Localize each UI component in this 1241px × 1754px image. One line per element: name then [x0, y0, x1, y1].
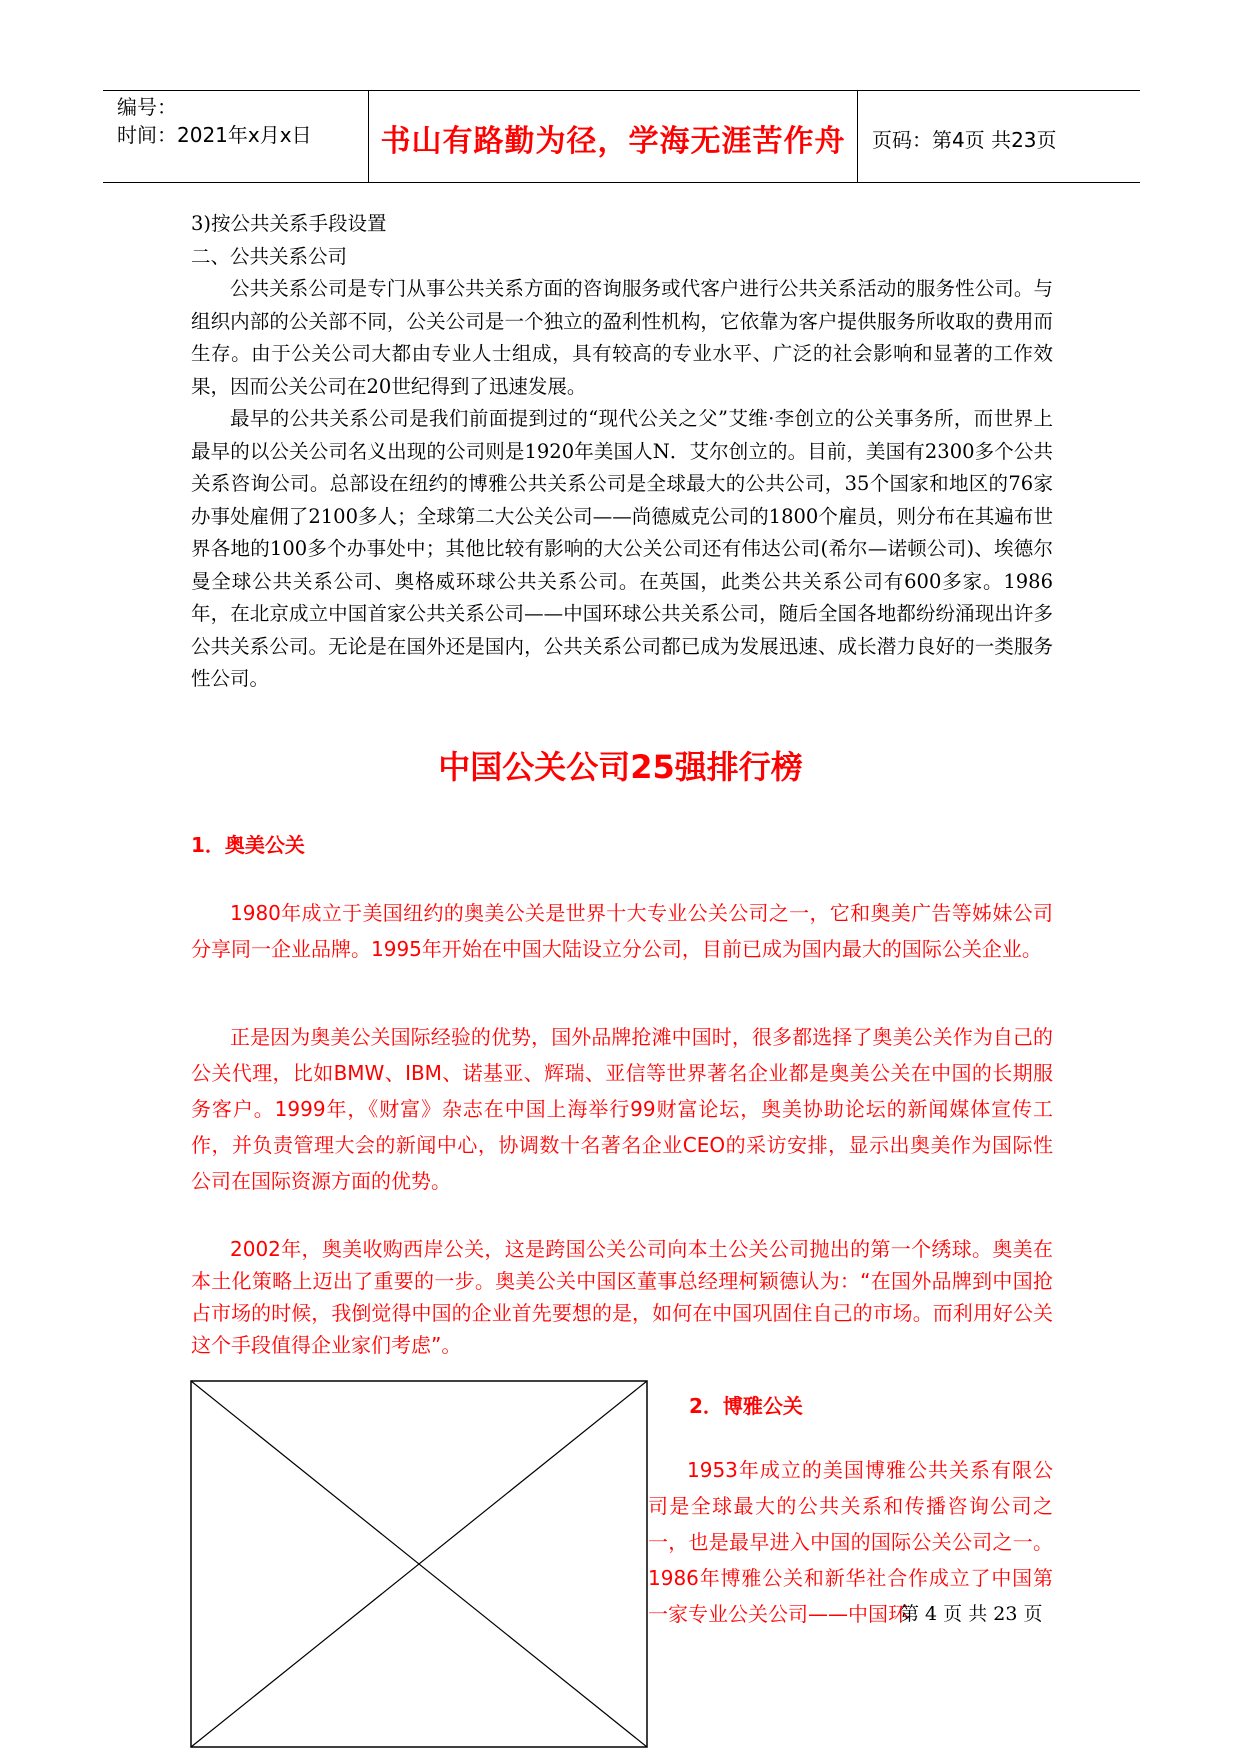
image-placeholder	[190, 1380, 648, 1748]
document-number-label: 编号：	[117, 95, 177, 119]
page-footer: 第 4 页 共 23 页	[900, 1603, 1043, 1625]
header-divider-right	[857, 90, 858, 182]
header-bottom-rule	[103, 182, 1140, 183]
paragraph-2: 最早的公共关系公司是我们前面提到过的“现代公关之父”艾维·李创立的公关事务所，而世界上最早的以公关公司名义出现的公司则是1920年美国人N．艾尔创立的。目前，美国有2300多个公共关系咨询公司。总部设在纽约的博雅公共关系公司是全球最大的公共公司，35个国家和地区的76家办事处雇佣了2100多人；全球第二大公关公司——尚德威克公司的1800个雇员，则分布在其遍布世界各地的100多个办事处中；其他比较有影响的大公关公司还有伟达公司(希尔—诺顿公司)、埃德尔曼全球公共关系公司、奥格威环球公共关系公司。在英国，此类公共关系公司有600多家。1986年，在北京成立中国首家公共关系公司——中国环球公共关系公司，随后全国各地都纷纷涌现出许多公共关系公司。无论是在国外还是国内，公共关系公司都已成为发展迅速、成长潜力良好的一类服务性公司。	[191, 407, 1053, 690]
ranking-item-2-paragraph-1: 1953年成立的美国博雅公共关系有限公司是全球最大的公共关系和传播咨询公司之一，也是最早进入中国的国际公关公司之一。1986年博雅公关和新华社合作成立了中国第一家专业公关公司——中国环	[648, 1458, 1053, 1626]
header-top-rule	[103, 90, 1140, 91]
header-motto: 书山有路勤为径，学海无涯苦作舟	[380, 124, 846, 159]
header-meta	[117, 93, 312, 149]
document-time-label: 时间：2021年x月x日	[117, 123, 312, 147]
ranking-title: 中国公关公司25强排行榜	[438, 748, 803, 786]
header-divider-left	[368, 90, 369, 182]
section-intro	[191, 208, 1053, 696]
ranking-item-1-paragraph-2: 正是因为奥美公关国际经验的优势，国外品牌抢滩中国时，很多都选择了奥美公关作为自己的公关代理，比如BMW、IBM、诺基亚、辉瑞、亚信等世界著名企业都是奥美公关在中国的长期服务客户。1999年，《财富》杂志在中国上海举行99财富论坛，奥美协助论坛的新闻媒体宣传工作，并负责管理大会的新闻中心，协调数十名著名企业CEO的采访安排，显示出奥美作为国际性公司在国际资源方面的优势。	[191, 1025, 1053, 1193]
paragraph-1: 公共关系公司是专门从事公共关系方面的咨询服务或代客户进行公共关系活动的服务性公司。与组织内部的公关部不同，公关公司是一个独立的盈利性机构，它依靠为客户提供服务所收取的费用而生存。由于公关公司大都由专业人士组成，具有较高的专业水平、广泛的社会影响和显著的工作效果，因而公关公司在20世纪得到了迅速发展。	[191, 277, 1053, 398]
header-page-label: 页码：第4页 共23页	[872, 128, 1057, 152]
section-heading-2: 二、公共关系公司	[191, 244, 348, 268]
ranking-item-2-heading: 2．博雅公关	[689, 1394, 803, 1418]
ranking-item-1-heading: 1．奥美公关	[191, 833, 305, 857]
item-3-heading: 3)按公共关系手段设置	[191, 212, 387, 235]
ranking-item-1-paragraph-3: 2002年，奥美收购西岸公关，这是跨国公关公司向本土公关公司抛出的第一个绣球。奥美在本土化策略上迈出了重要的一步。奥美公关中国区董事总经理柯颖德认为：“在国外品牌到中国抢占市场的时候，我倒觉得中国的企业首先要想的是，如何在中国巩固住自己的市场。而利用好公关这个手段值得企业家们考虑”。	[191, 1237, 1053, 1357]
ranking-item-1-paragraph-1: 1980年成立于美国纽约的奥美公关是世界十大专业公关公司之一，它和奥美广告等姊妹公司分享同一企业品牌。1995年开始在中国大陆设立分公司，目前已成为国内最大的国际公关企业。	[191, 901, 1053, 961]
